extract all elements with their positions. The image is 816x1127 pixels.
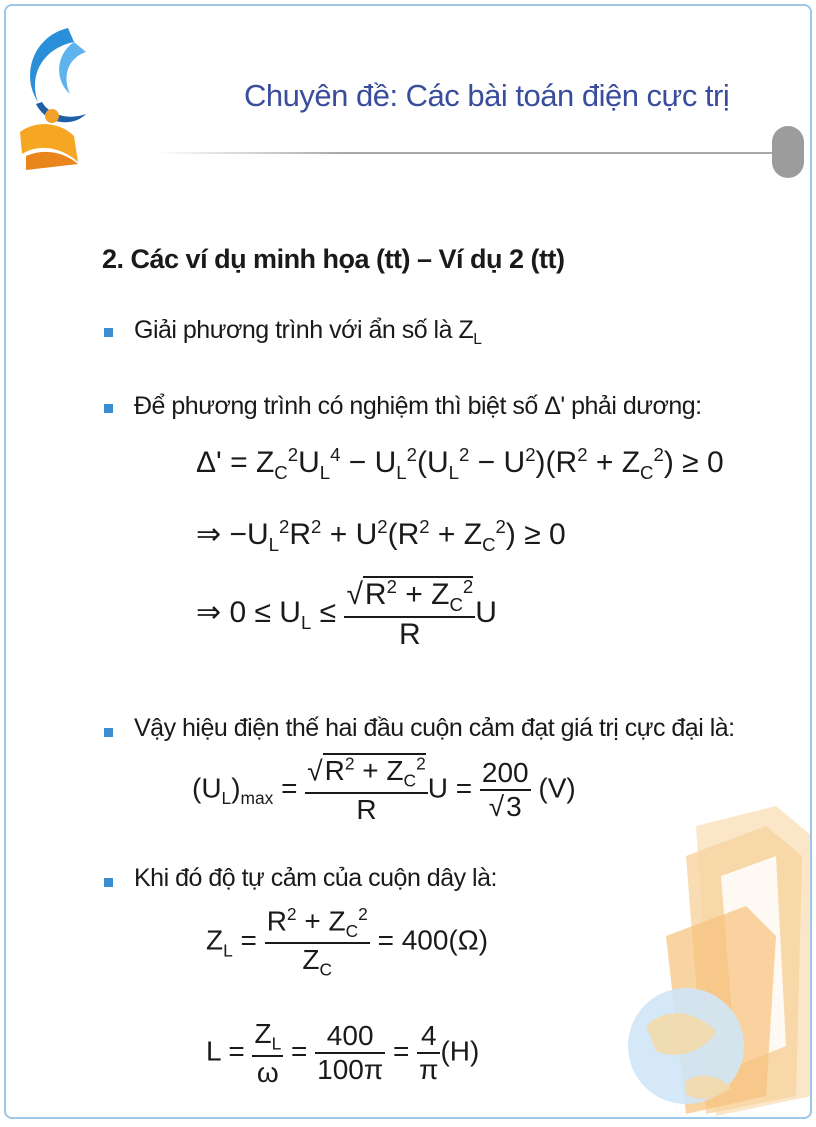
bullet-marker [104, 878, 113, 887]
bullet-text-4: Khi đó độ tự cảm của cuộn dây là: [134, 864, 497, 892]
section-heading: 2. Các ví dụ minh họa (tt) – Ví dụ 2 (tt) [102, 244, 565, 274]
folder-globe-icon [626, 796, 812, 1116]
bullet-text-3: Vậy hiệu điện thế hai đầu cuộn cảm đạt giá trị cực đại là: [134, 714, 735, 742]
bullet-marker [104, 728, 113, 737]
divider-dot [772, 126, 804, 178]
equation-delta: $\Delta' = Z_C^2U_L^4 - U_L^2(U_L^2 - U^2)(R^2 + Z_C^2) \ge 0$ [196, 444, 724, 483]
bullet-text-1: Giải phương trình với ẩn số là $Z_L$ [134, 316, 482, 348]
bullet-marker [104, 328, 113, 337]
slide [4, 4, 812, 1119]
equation-step2: ⇒ $-U_L^2R^2 + U^2(R^2 + Z_C^2) \ge 0$ [196, 516, 566, 555]
logo-icon [16, 24, 96, 174]
bullet-marker [104, 404, 113, 413]
equation-inductance: L = $\frac{Z_L}{\omega}$ = $\frac{400}{100\pi}$ = $\frac{4}{\pi}$ (H) [206, 1018, 480, 1088]
slide-title: Chuyên đề: Các bài toán điện cực trị [244, 78, 730, 113]
equation-umax: $(U_L)_{max}$ = $\frac{√R^2 + Z_C^2}{R}$ U = $\frac{200}{√3}$ (V) [192, 754, 576, 825]
bullet-text-2: Để phương trình có nghiệm thì biệt số Δ' phải dương: [134, 392, 702, 420]
equation-zl: $Z_L$ = $\frac{R^2 + Z_C^2}{Z_C}$ = 400(Ω) [206, 904, 489, 980]
title-divider [156, 152, 786, 154]
equation-step3: ⇒ $0 \le U_L$ ≤ $\frac{√R^2 + Z_C^2}{R}$ U [196, 576, 497, 651]
